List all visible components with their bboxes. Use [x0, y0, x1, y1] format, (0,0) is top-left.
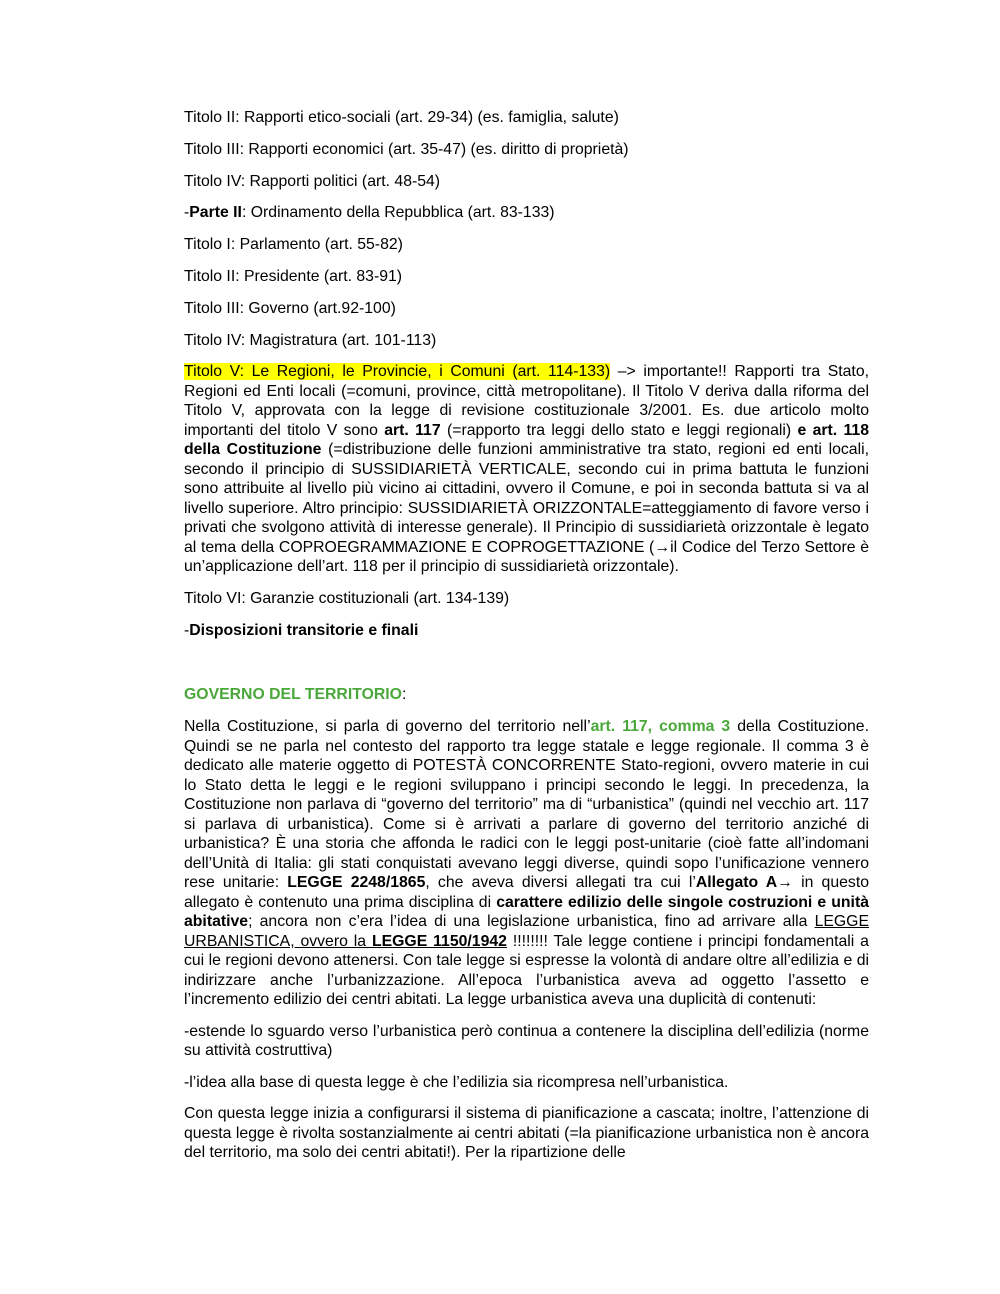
- text: –> importante!! Rapporti tra Stato, Regioni ed Enti locali (=comuni, province, città metropolitane). Il Titolo V deriva dalla riforma del Titolo V, approvata con la legge di revisione costituzionale 3/2001. Es. due articolo molto importanti del titolo V sono: [184, 363, 869, 439]
- toc-titolo-3: Titolo III: Rapporti economici (art. 35-47) (es. diritto di proprietà): [184, 140, 629, 158]
- titolo-v-highlight: Titolo V: Le Regioni, le Provincie, i Comuni (art. 114-133): [184, 363, 611, 381]
- text: il Codice del Terzo Settore è un’applicazione dell’art. 118 per il principio di sussidiarietà orizzontale).: [184, 538, 869, 576]
- text: in questo allegato è contenuto una prima disciplina di: [184, 874, 869, 911]
- governo-paragraph-3: -l’idea alla base di questa legge è che l’edilizia sia ricompresa nell’urbanistica.: [184, 1073, 729, 1091]
- toc-p2-titolo-2: Titolo II: Presidente (art. 83-91): [184, 267, 403, 285]
- governo-heading: GOVERNO DEL TERRITORIO: [184, 686, 402, 704]
- toc-p2-titolo-4: Titolo IV: Magistratura (art. 101-113): [184, 331, 437, 349]
- parte-2-rest: : Ordinamento della Repubblica (art. 83-133): [241, 204, 555, 222]
- text: Nella Costituzione, si parla di governo del territorio nell’: [184, 718, 591, 736]
- titolo-v-paragraph: [184, 362, 869, 577]
- arrow-right-icon: →: [654, 538, 671, 556]
- toc-p2-titolo-3: Titolo III: Governo (art.92-100): [184, 299, 396, 317]
- text: !!!!!!!! Tale legge contiene i principi fondamentali a cui le regioni devono attenersi. Con tale legge si espresse la volontà di andare oltre all’edilizia e di indirizzare anche l’urbanizzazione. All’epoca l’urbanistica aveva ad oggetto l’assetto e l’incremento edilizio dei centri abitati. La legge urbanistica aveva una duplicità di contenuti:: [184, 932, 869, 1009]
- governo-paragraph-4: Con questa legge inizia a configurarsi il sistema di pianificazione a cascata; inoltre, l’attenzione di questa legge è rivolta sostanzialmente ai centri abitati (=la pianificazione urbanistica non è ancora del territorio, ma solo dei centri abitati!). Per la ripartizione delle: [184, 1105, 869, 1162]
- toc-titolo-2: Titolo II: Rapporti etico-sociali (art. 29-34) (es. famiglia, salute): [184, 109, 619, 126]
- text: della Costituzione. Quindi se ne parla nel contesto del rapporto tra legge statale e legge regionale. Il comma 3 è dedicato alle materie oggetto di POTESTÀ CONCORRENTE Stato-regioni, ovvero materie in cui lo Stato detta le leggi e le regioni sviluppano i principi secondo le leggi. In precedenza, la Costituzione non parlava di “governo del territorio” ma di “urbanistica” (quindi nel vecchio art. 117 si parlava di urbanistica). Come si è arrivati a parlare di governo del territorio anziché di urbanistica? È una storia che affonda le radici con le leggi post-unitarie (cioè fatte all’indomani dell’Unità di Italia: gli stati conquistati avevano leggi diverse, quindi sopo l’unificazione vennero rese unitarie:: [184, 718, 869, 892]
- text: , che aveva diversi allegati tra cui l’: [425, 874, 696, 892]
- text: (=distribuzione delle funzioni amministrative tra stato, regioni ed enti locali, secondo il principio di SUSSIDIARIETÀ VERTICALE, secondo cui in prima battuta le funzioni sono attribuite al livello più vicino ai cittadini, ovvero il Comune, e poi in seconda battuta si va al livello superiore. Altro principio: SUSSIDIARIETÀ ORIZZONTALE=atteggiamento di favore verso i privati che svolgono attività di interesse generale). Il Principio di sussidiarietà orizzontale è legato al tema della COPROEGRAMMAZIONE E COPROGETTAZIONE (: [184, 441, 869, 556]
- disposizioni-line: [184, 621, 869, 641]
- allegato-a: Allegato A: [695, 874, 778, 892]
- legge-1150: LEGGE 1150/1942: [371, 932, 507, 950]
- dash: -: [184, 621, 190, 639]
- disposizioni-label: Disposizioni transitorie e finali: [189, 621, 419, 639]
- toc-p2-titolo-1: Titolo I: Parlamento (art. 55-82): [184, 236, 403, 254]
- governo-paragraph-2: -estende lo sguardo verso l’urbanistica però continua a contenere la disciplina dell’edilizia (norme su attività costruttiva): [184, 1022, 869, 1060]
- bold-art-118: e art. 118 della Costituzione: [184, 421, 869, 459]
- toc-titolo-6: Titolo VI: Garanzie costituzionali (art. 134-139): [184, 589, 510, 607]
- art-117-comma-3: art. 117, comma 3: [590, 718, 731, 736]
- document-page: [184, 108, 869, 1175]
- spacer: [184, 652, 869, 685]
- carattere-edilizio: carattere edilizio delle singole costruzioni e unità abitative: [184, 893, 869, 931]
- dash: -: [184, 204, 190, 222]
- legge-urbanistica: LEGGE URBANISTICA, ovvero la: [184, 913, 869, 950]
- bold-art-117: art. 117: [384, 421, 441, 439]
- parte-2-label: Parte II: [189, 204, 242, 222]
- toc-titolo-4: Titolo IV: Rapporti politici (art. 48-54): [184, 172, 441, 190]
- arrow-right-icon: →: [777, 874, 793, 892]
- section-heading: [184, 685, 869, 705]
- legge-2248: LEGGE 2248/1865: [287, 874, 426, 892]
- heading-colon: :: [401, 686, 407, 704]
- toc-parte-2: [184, 203, 869, 223]
- text: ; ancora non c’era l’idea di una legislazione urbanistica, fino ad arrivare alla: [248, 913, 815, 931]
- governo-paragraph-1: [184, 717, 869, 1010]
- text: (=rapporto tra leggi dello stato e leggi regionali): [440, 421, 798, 439]
